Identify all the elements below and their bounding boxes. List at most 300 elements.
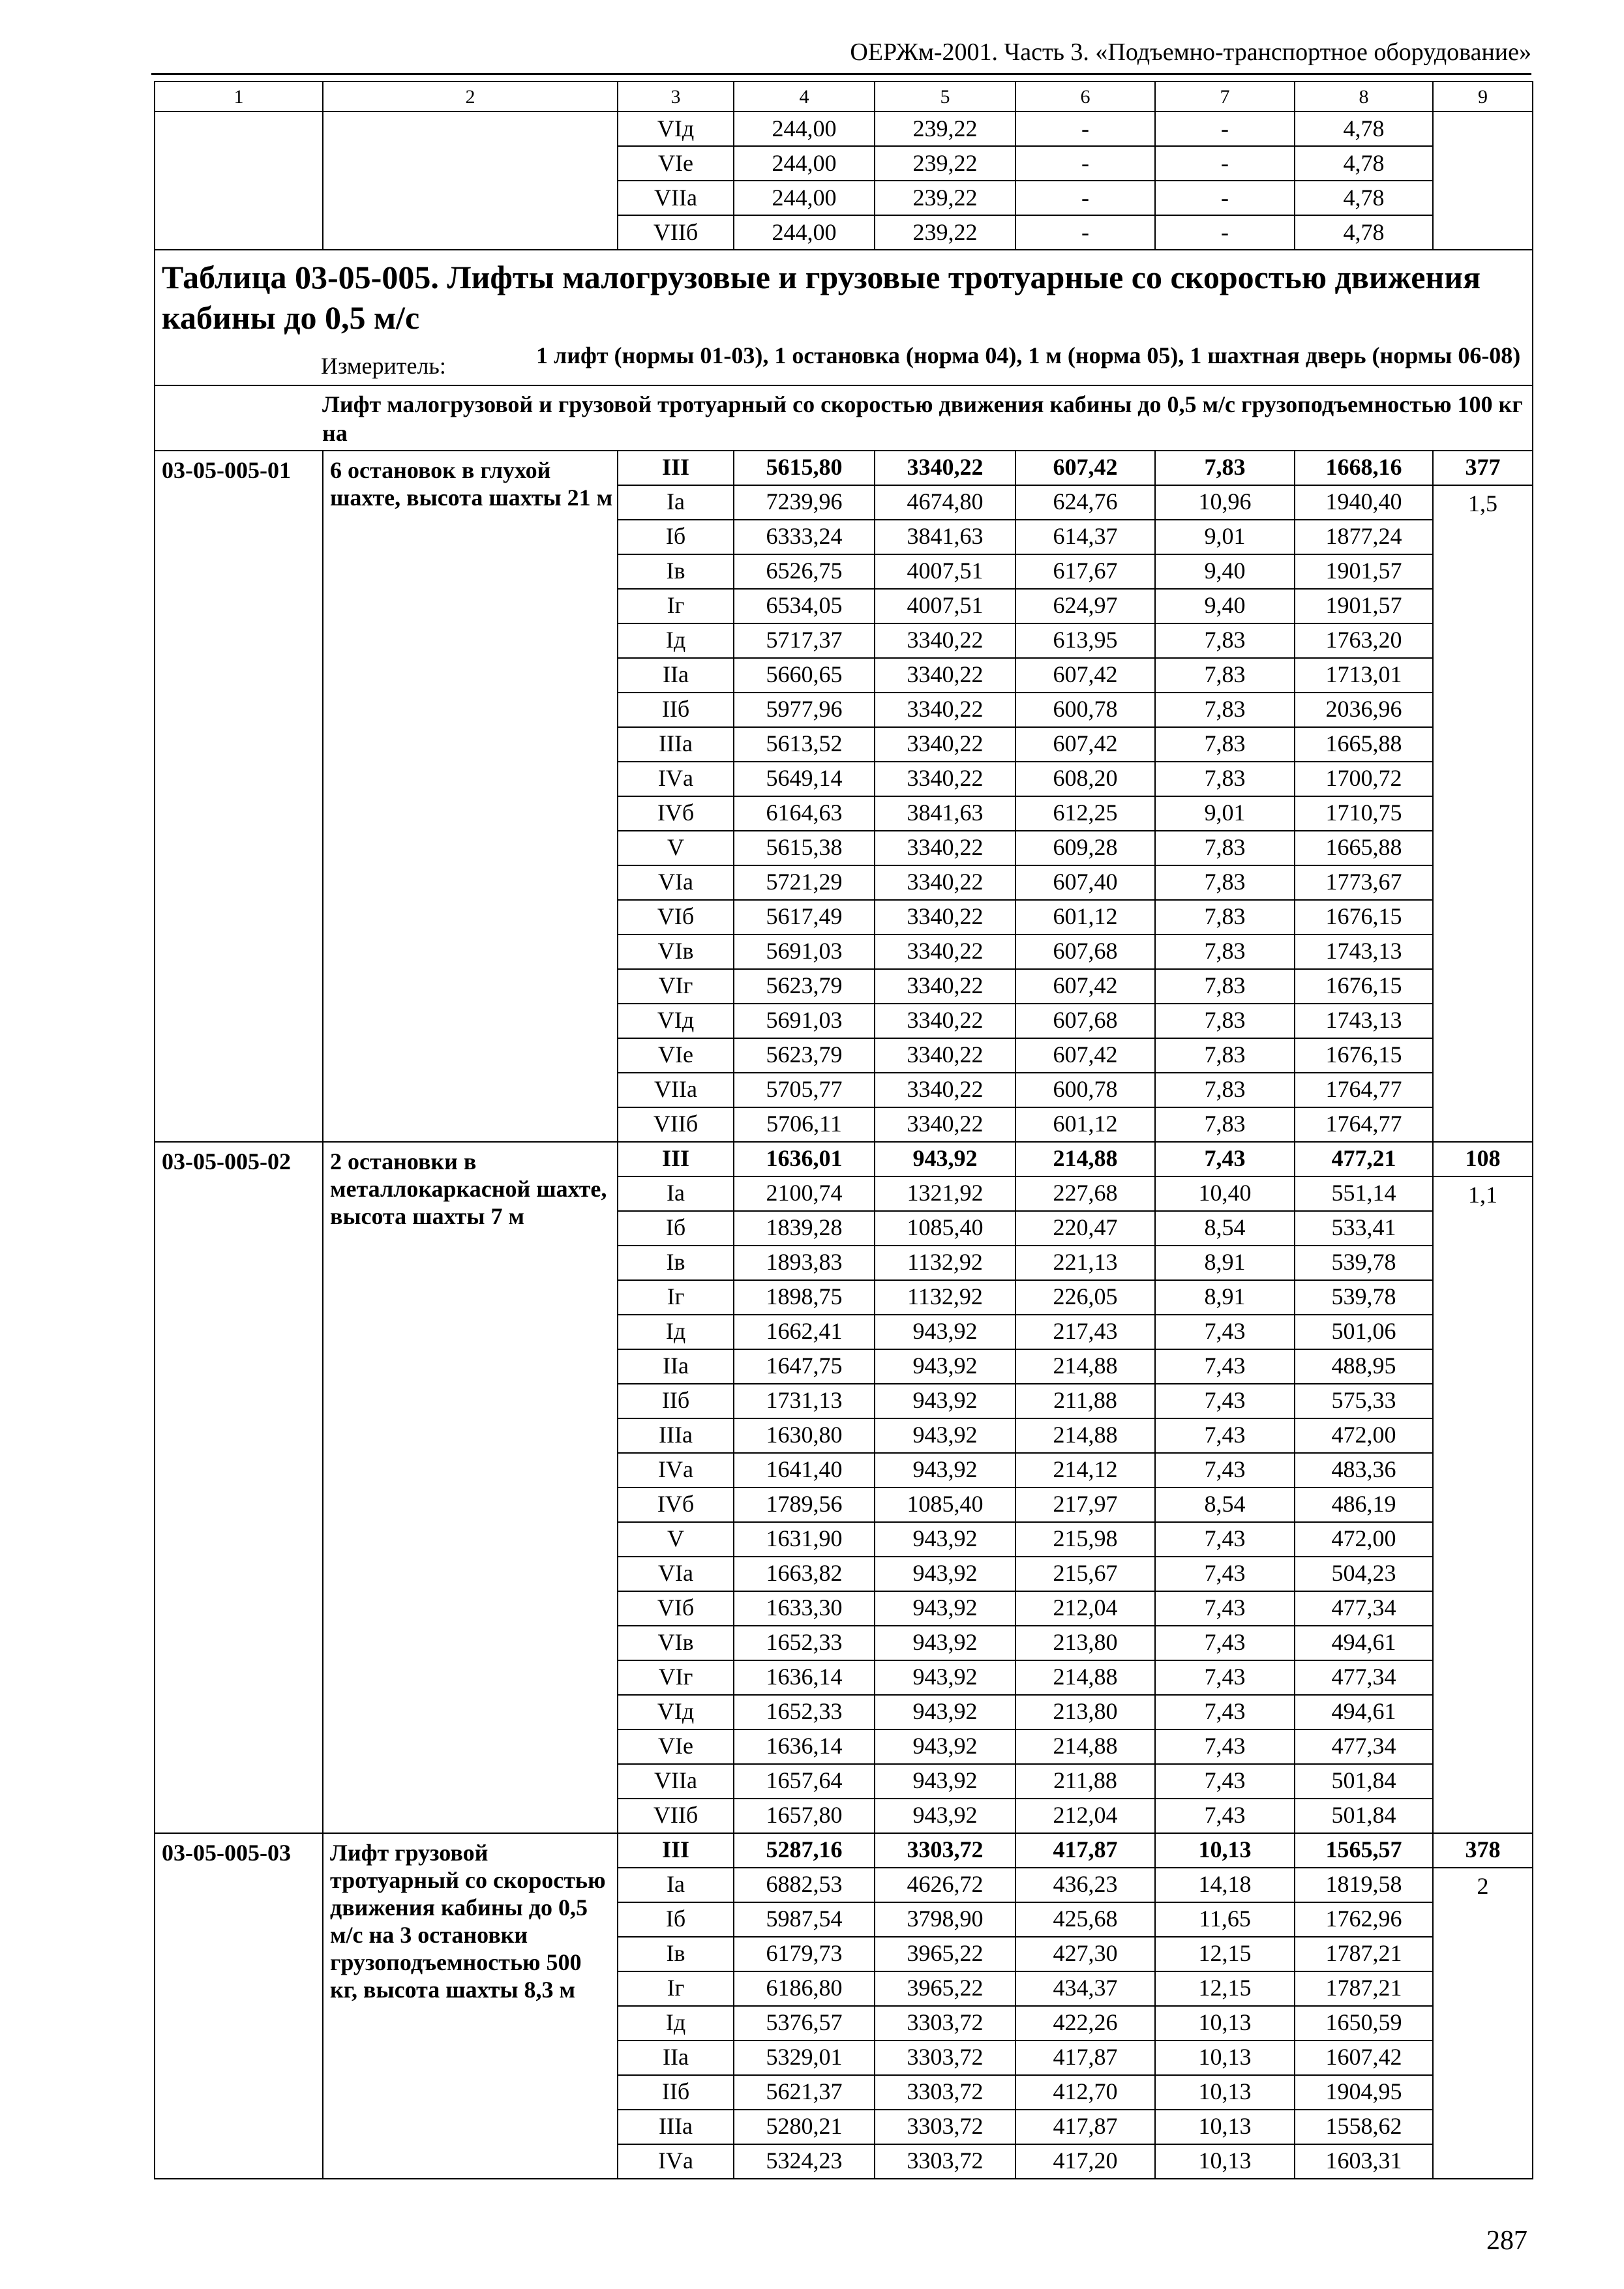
cell-c6: 211,88 — [1015, 1764, 1155, 1799]
cell-c3: Iб — [618, 520, 734, 554]
cell-c7: - — [1155, 112, 1295, 146]
norm-description: 6 остановок в глухой шахте, высота шахты 21 м — [323, 451, 618, 1142]
cell-c3: VIд — [618, 112, 734, 146]
cell-c4: 5615,80 — [734, 451, 875, 485]
cell-c9: 1,1 — [1433, 1176, 1533, 1833]
cell-c7: 10,13 — [1155, 2006, 1295, 2041]
cell-c8: 1710,75 — [1295, 796, 1433, 831]
cell-c5: 3340,22 — [875, 623, 1015, 658]
cell-c8: 477,34 — [1295, 1729, 1433, 1764]
cell-c5: 943,92 — [875, 1418, 1015, 1453]
cell-c8: 1901,57 — [1295, 554, 1433, 589]
cell-c6: 214,88 — [1015, 1349, 1155, 1384]
cell-c6: 624,97 — [1015, 589, 1155, 623]
cell-c6: 217,43 — [1015, 1315, 1155, 1349]
cell-c3: VIа — [618, 1557, 734, 1591]
cell-c3: VIд — [618, 1695, 734, 1729]
cell-c5: 1085,40 — [875, 1211, 1015, 1246]
cell-c5: 943,92 — [875, 1522, 1015, 1557]
empty-c9-cell — [1433, 112, 1533, 250]
cell-c3: Iб — [618, 1211, 734, 1246]
cell-c3: IIIа — [618, 1418, 734, 1453]
cell-c7: 8,91 — [1155, 1280, 1295, 1315]
cell-c3: IIб — [618, 2075, 734, 2110]
cell-c8: 477,34 — [1295, 1660, 1433, 1695]
cell-c8: 1603,31 — [1295, 2144, 1433, 2179]
cell-c3: Iг — [618, 589, 734, 623]
cell-c5: 943,92 — [875, 1453, 1015, 1488]
cell-c3: III — [618, 1142, 734, 1176]
cell-c5: 3303,72 — [875, 2075, 1015, 2110]
cell-c6: 601,12 — [1015, 1107, 1155, 1142]
cell-c7: 10,96 — [1155, 485, 1295, 520]
cell-c4: 244,00 — [734, 181, 875, 215]
cell-c6: 601,12 — [1015, 900, 1155, 935]
cell-c3: VIд — [618, 1004, 734, 1038]
cell-c4: 7239,96 — [734, 485, 875, 520]
cell-c6: 214,88 — [1015, 1729, 1155, 1764]
cell-c3: Iд — [618, 2006, 734, 2041]
cell-c5: 3340,22 — [875, 1107, 1015, 1142]
cell-c5: 943,92 — [875, 1557, 1015, 1591]
cell-c6: 417,87 — [1015, 2110, 1155, 2144]
cell-c4: 6164,63 — [734, 796, 875, 831]
cell-c6: 215,67 — [1015, 1557, 1155, 1591]
cell-c4: 1641,40 — [734, 1453, 875, 1488]
cell-c6: 607,68 — [1015, 1004, 1155, 1038]
cell-c4: 5329,01 — [734, 2041, 875, 2075]
cell-c5: 3340,22 — [875, 969, 1015, 1004]
cell-c5: 3340,22 — [875, 1038, 1015, 1073]
cell-c6: 212,04 — [1015, 1591, 1155, 1626]
cell-c7: 7,43 — [1155, 1349, 1295, 1384]
cell-c5: 1132,92 — [875, 1280, 1015, 1315]
cell-c8: 1904,95 — [1295, 2075, 1433, 2110]
cell-c6: 607,40 — [1015, 865, 1155, 900]
cell-c3: Iд — [618, 623, 734, 658]
cell-c7: 11,65 — [1155, 1902, 1295, 1937]
cell-c7: 10,40 — [1155, 1176, 1295, 1211]
cell-c7: 7,83 — [1155, 762, 1295, 796]
cell-c4: 5717,37 — [734, 623, 875, 658]
cell-c9: 1,5 — [1433, 485, 1533, 1142]
cell-c4: 6526,75 — [734, 554, 875, 589]
cell-c4: 1636,14 — [734, 1729, 875, 1764]
cell-c6: 214,12 — [1015, 1453, 1155, 1488]
norm-description: 2 остановки в металлокаркасной шахте, высота шахты 7 м — [323, 1142, 618, 1833]
cell-c8: 1668,16 — [1295, 451, 1433, 485]
cell-c6: 214,88 — [1015, 1660, 1155, 1695]
cell-c9: 378 — [1433, 1833, 1533, 1868]
column-number: 3 — [618, 82, 734, 112]
cell-c4: 244,00 — [734, 215, 875, 250]
cell-c8: 1787,21 — [1295, 1971, 1433, 2006]
column-number: 7 — [1155, 82, 1295, 112]
cell-c5: 943,92 — [875, 1764, 1015, 1799]
empty-code-cell — [155, 112, 323, 250]
cell-c5: 3340,22 — [875, 865, 1015, 900]
cell-c8: 1650,59 — [1295, 2006, 1433, 2041]
cell-c8: 1940,40 — [1295, 485, 1433, 520]
cell-c5: 3841,63 — [875, 796, 1015, 831]
cell-c6: 607,42 — [1015, 658, 1155, 693]
cell-c8: 533,41 — [1295, 1211, 1433, 1246]
cell-c8: 494,61 — [1295, 1695, 1433, 1729]
cell-c6: 608,20 — [1015, 762, 1155, 796]
norm-code: 03-05-005-01 — [155, 451, 323, 1142]
cell-c3: III — [618, 1833, 734, 1868]
cell-c7: 7,83 — [1155, 727, 1295, 762]
cell-c3: VIе — [618, 1729, 734, 1764]
cell-c5: 3340,22 — [875, 935, 1015, 969]
cell-c5: 3303,72 — [875, 2110, 1015, 2144]
cell-c8: 575,33 — [1295, 1384, 1433, 1418]
cell-c8: 4,78 — [1295, 215, 1433, 250]
cell-c6: 417,87 — [1015, 1833, 1155, 1868]
header-rule — [151, 73, 1531, 75]
cell-c4: 5376,57 — [734, 2006, 875, 2041]
cell-c3: VIIа — [618, 1073, 734, 1107]
cell-c8: 1743,13 — [1295, 935, 1433, 969]
cell-c3: Iв — [618, 1246, 734, 1280]
cell-c8: 2036,96 — [1295, 693, 1433, 727]
cell-c4: 5977,96 — [734, 693, 875, 727]
cell-c8: 1700,72 — [1295, 762, 1433, 796]
cell-c4: 5613,52 — [734, 727, 875, 762]
cell-c6: 607,42 — [1015, 451, 1155, 485]
cell-c8: 1558,62 — [1295, 2110, 1433, 2144]
cell-c5: 3841,63 — [875, 520, 1015, 554]
cell-c3: VIа — [618, 865, 734, 900]
cell-c6: 427,30 — [1015, 1937, 1155, 1971]
cell-c7: 7,43 — [1155, 1764, 1295, 1799]
cell-c4: 244,00 — [734, 112, 875, 146]
cell-c8: 1676,15 — [1295, 1038, 1433, 1073]
cell-c8: 501,84 — [1295, 1764, 1433, 1799]
cell-c8: 539,78 — [1295, 1246, 1433, 1280]
cell-c3: VIв — [618, 935, 734, 969]
cell-c4: 1636,14 — [734, 1660, 875, 1695]
cell-c8: 1676,15 — [1295, 969, 1433, 1004]
cell-c4: 5617,49 — [734, 900, 875, 935]
cell-c5: 1132,92 — [875, 1246, 1015, 1280]
cell-c8: 486,19 — [1295, 1488, 1433, 1522]
cell-c3: Iа — [618, 1176, 734, 1211]
cell-c3: IVа — [618, 762, 734, 796]
cell-c8: 1773,67 — [1295, 865, 1433, 900]
page-number: 287 — [1486, 2226, 1527, 2256]
cell-c3: IIб — [618, 693, 734, 727]
measure-text: 1 лифт (нормы 01-03), 1 остановка (норма 04), 1 м (норма 05), 1 шахтная дверь (нормы 06-08) — [536, 342, 1521, 368]
cell-c6: 213,80 — [1015, 1626, 1155, 1660]
cell-c5: 4007,51 — [875, 589, 1015, 623]
cell-c7: 7,83 — [1155, 865, 1295, 900]
table-row — [155, 1833, 1533, 1868]
cell-c8: 1763,20 — [1295, 623, 1433, 658]
cell-c8: 501,06 — [1295, 1315, 1433, 1349]
cell-c6: 624,76 — [1015, 485, 1155, 520]
cell-c5: 943,92 — [875, 1142, 1015, 1176]
cell-c5: 1321,92 — [875, 1176, 1015, 1211]
cell-c6: 612,25 — [1015, 796, 1155, 831]
cell-c5: 943,92 — [875, 1384, 1015, 1418]
cell-c4: 5623,79 — [734, 1038, 875, 1073]
cell-c8: 472,00 — [1295, 1418, 1433, 1453]
cell-c6: - — [1015, 215, 1155, 250]
cell-c8: 1901,57 — [1295, 589, 1433, 623]
norm-code: 03-05-005-02 — [155, 1142, 323, 1833]
cell-c3: IIб — [618, 1384, 734, 1418]
cell-c8: 1762,96 — [1295, 1902, 1433, 1937]
cell-c3: Iг — [618, 1280, 734, 1315]
cell-c4: 1893,83 — [734, 1246, 875, 1280]
cell-c6: 422,26 — [1015, 2006, 1155, 2041]
cell-c7: 7,83 — [1155, 831, 1295, 865]
cell-c4: 1652,33 — [734, 1695, 875, 1729]
cell-c4: 1652,33 — [734, 1626, 875, 1660]
cell-c6: - — [1015, 181, 1155, 215]
cell-c7: 7,83 — [1155, 1004, 1295, 1038]
cell-c7: 10,13 — [1155, 2110, 1295, 2144]
norms-table — [154, 81, 1533, 2179]
cell-c8: 494,61 — [1295, 1626, 1433, 1660]
cell-c6: 436,23 — [1015, 1868, 1155, 1902]
cell-c8: 501,84 — [1295, 1799, 1433, 1833]
cell-c6: 609,28 — [1015, 831, 1155, 865]
cell-c4: 5660,65 — [734, 658, 875, 693]
cell-c6: 425,68 — [1015, 1902, 1155, 1937]
cell-c4: 5324,23 — [734, 2144, 875, 2179]
column-number: 9 — [1433, 82, 1533, 112]
cell-c7: 12,15 — [1155, 1937, 1295, 1971]
cell-c6: 614,37 — [1015, 520, 1155, 554]
cell-c4: 2100,74 — [734, 1176, 875, 1211]
cell-c4: 5691,03 — [734, 935, 875, 969]
cell-c8: 1877,24 — [1295, 520, 1433, 554]
cell-c3: VIб — [618, 900, 734, 935]
cell-c7: 7,43 — [1155, 1142, 1295, 1176]
cell-c5: 943,92 — [875, 1660, 1015, 1695]
cell-c8: 1665,88 — [1295, 831, 1433, 865]
cell-c8: 504,23 — [1295, 1557, 1433, 1591]
cell-c8: 1665,88 — [1295, 727, 1433, 762]
cell-c5: 3340,22 — [875, 727, 1015, 762]
cell-c8: 1676,15 — [1295, 900, 1433, 935]
cell-c5: 3340,22 — [875, 451, 1015, 485]
cell-c3: VIе — [618, 146, 734, 181]
cell-c8: 1743,13 — [1295, 1004, 1433, 1038]
column-number: 8 — [1295, 82, 1433, 112]
cell-c6: 214,88 — [1015, 1418, 1155, 1453]
cell-c6: 214,88 — [1015, 1142, 1155, 1176]
cell-c7: 7,43 — [1155, 1695, 1295, 1729]
cell-c9: 2 — [1433, 1868, 1533, 2179]
cell-c7: 7,83 — [1155, 969, 1295, 1004]
cell-c4: 5623,79 — [734, 969, 875, 1004]
cell-c8: 488,95 — [1295, 1349, 1433, 1384]
cell-c6: 215,98 — [1015, 1522, 1155, 1557]
cell-c6: 607,42 — [1015, 1038, 1155, 1073]
cell-c3: IVа — [618, 2144, 734, 2179]
cell-c3: V — [618, 1522, 734, 1557]
cell-c6: 434,37 — [1015, 1971, 1155, 2006]
cell-c8: 1565,57 — [1295, 1833, 1433, 1868]
cell-c7: 7,43 — [1155, 1315, 1295, 1349]
cell-c7: - — [1155, 181, 1295, 215]
cell-c5: 4626,72 — [875, 1868, 1015, 1902]
running-header: ОЕРЖм-2001. Часть 3. «Подъемно-транспортное оборудование» — [850, 38, 1531, 66]
cell-c4: 1647,75 — [734, 1349, 875, 1384]
cell-c6: 217,97 — [1015, 1488, 1155, 1522]
cell-c8: 483,36 — [1295, 1453, 1433, 1488]
cell-c7: 7,43 — [1155, 1660, 1295, 1695]
cell-c7: 14,18 — [1155, 1868, 1295, 1902]
cell-c8: 4,78 — [1295, 112, 1433, 146]
cell-c6: 607,42 — [1015, 727, 1155, 762]
cell-c3: VIIб — [618, 215, 734, 250]
cell-c4: 6179,73 — [734, 1937, 875, 1971]
cell-c3: VIг — [618, 1660, 734, 1695]
cell-c6: 227,68 — [1015, 1176, 1155, 1211]
cell-c5: 3340,22 — [875, 900, 1015, 935]
cell-c5: 3340,22 — [875, 1073, 1015, 1107]
cell-c3: Iв — [618, 1937, 734, 1971]
cell-c6: 600,78 — [1015, 693, 1155, 727]
cell-c6: 600,78 — [1015, 1073, 1155, 1107]
cell-c4: 5691,03 — [734, 1004, 875, 1038]
cell-c4: 5621,37 — [734, 2075, 875, 2110]
cell-c5: 239,22 — [875, 215, 1015, 250]
cell-c3: VIе — [618, 1038, 734, 1073]
cell-c7: - — [1155, 215, 1295, 250]
cell-c6: - — [1015, 146, 1155, 181]
column-number-row — [155, 82, 1533, 112]
cell-c6: 212,04 — [1015, 1799, 1155, 1833]
cell-c4: 1657,80 — [734, 1799, 875, 1833]
cell-c4: 1657,64 — [734, 1764, 875, 1799]
cell-c7: 10,13 — [1155, 2144, 1295, 2179]
cell-c6: 417,20 — [1015, 2144, 1155, 2179]
cell-c6: 226,05 — [1015, 1280, 1155, 1315]
cell-c8: 4,78 — [1295, 146, 1433, 181]
table-row — [155, 451, 1533, 485]
column-number: 5 — [875, 82, 1015, 112]
cell-c7: 7,43 — [1155, 1729, 1295, 1764]
cell-c4: 5649,14 — [734, 762, 875, 796]
cell-c3: Iа — [618, 1868, 734, 1902]
column-number: 4 — [734, 82, 875, 112]
cell-c7: 7,83 — [1155, 900, 1295, 935]
cell-c7: 10,13 — [1155, 2075, 1295, 2110]
cell-c5: 943,92 — [875, 1729, 1015, 1764]
cell-c6: 221,13 — [1015, 1246, 1155, 1280]
cell-c7: 7,83 — [1155, 935, 1295, 969]
cell-c5: 943,92 — [875, 1626, 1015, 1660]
cell-c5: 3340,22 — [875, 831, 1015, 865]
cell-c7: 10,13 — [1155, 1833, 1295, 1868]
cell-c4: 244,00 — [734, 146, 875, 181]
cell-c7: 7,43 — [1155, 1453, 1295, 1488]
cell-c3: IVб — [618, 796, 734, 831]
section-title-row — [155, 385, 1533, 451]
cell-c3: IIа — [618, 658, 734, 693]
cell-c5: 4674,80 — [875, 485, 1015, 520]
cell-c7: 7,43 — [1155, 1418, 1295, 1453]
cell-c6: 607,42 — [1015, 969, 1155, 1004]
cell-c3: VIв — [618, 1626, 734, 1660]
cell-c5: 943,92 — [875, 1315, 1015, 1349]
empty-desc-cell — [323, 112, 618, 250]
cell-c7: 7,83 — [1155, 1073, 1295, 1107]
cell-c7: 8,54 — [1155, 1211, 1295, 1246]
column-number: 2 — [323, 82, 618, 112]
cell-c7: 10,13 — [1155, 2041, 1295, 2075]
cell-c3: VIIа — [618, 1764, 734, 1799]
cell-c3: VIIа — [618, 181, 734, 215]
column-number: 6 — [1015, 82, 1155, 112]
cell-c4: 5280,21 — [734, 2110, 875, 2144]
cell-c3: IIIа — [618, 2110, 734, 2144]
table-title: Таблица 03-05-005. Лифты малогрузовые и грузовые тротуарные со скоростью движения кабины до 0,5 м/с — [162, 259, 1481, 336]
cell-c6: 617,67 — [1015, 554, 1155, 589]
cell-c4: 1631,90 — [734, 1522, 875, 1557]
measure-label: Измеритель: — [321, 353, 446, 379]
cell-c7: 7,43 — [1155, 1557, 1295, 1591]
measure-line — [162, 342, 1526, 380]
cell-c3: IVа — [618, 1453, 734, 1488]
table-row — [155, 112, 1533, 146]
cell-c4: 1630,80 — [734, 1418, 875, 1453]
cell-c3: IIа — [618, 1349, 734, 1384]
cell-c4: 1839,28 — [734, 1211, 875, 1246]
cell-c6: 213,80 — [1015, 1695, 1155, 1729]
norm-code: 03-05-005-03 — [155, 1833, 323, 2179]
cell-c5: 239,22 — [875, 112, 1015, 146]
table-body — [155, 82, 1533, 2179]
cell-c6: - — [1015, 112, 1155, 146]
cell-c7: 7,43 — [1155, 1384, 1295, 1418]
cell-c5: 3340,22 — [875, 1004, 1015, 1038]
cell-c4: 5705,77 — [734, 1073, 875, 1107]
cell-c5: 3303,72 — [875, 1833, 1015, 1868]
cell-c8: 477,34 — [1295, 1591, 1433, 1626]
cell-c5: 943,92 — [875, 1695, 1015, 1729]
cell-c3: VIб — [618, 1591, 734, 1626]
cell-c7: 7,83 — [1155, 658, 1295, 693]
cell-c9: 377 — [1433, 451, 1533, 485]
cell-c5: 3340,22 — [875, 693, 1015, 727]
cell-c3: IVб — [618, 1488, 734, 1522]
cell-c3: IIа — [618, 2041, 734, 2075]
cell-c4: 5721,29 — [734, 865, 875, 900]
cell-c8: 4,78 — [1295, 181, 1433, 215]
cell-c4: 6882,53 — [734, 1868, 875, 1902]
cell-c5: 3303,72 — [875, 2041, 1015, 2075]
cell-c4: 5987,54 — [734, 1902, 875, 1937]
cell-c4: 1662,41 — [734, 1315, 875, 1349]
cell-c8: 1764,77 — [1295, 1107, 1433, 1142]
cell-c5: 943,92 — [875, 1799, 1015, 1833]
cell-c9: 108 — [1433, 1142, 1533, 1176]
cell-c5: 943,92 — [875, 1349, 1015, 1384]
cell-c7: 9,40 — [1155, 554, 1295, 589]
cell-c3: IIIа — [618, 727, 734, 762]
cell-c8: 1819,58 — [1295, 1868, 1433, 1902]
cell-c7: 8,54 — [1155, 1488, 1295, 1522]
cell-c6: 220,47 — [1015, 1211, 1155, 1246]
cell-c5: 3303,72 — [875, 2006, 1015, 2041]
cell-c4: 1731,13 — [734, 1384, 875, 1418]
